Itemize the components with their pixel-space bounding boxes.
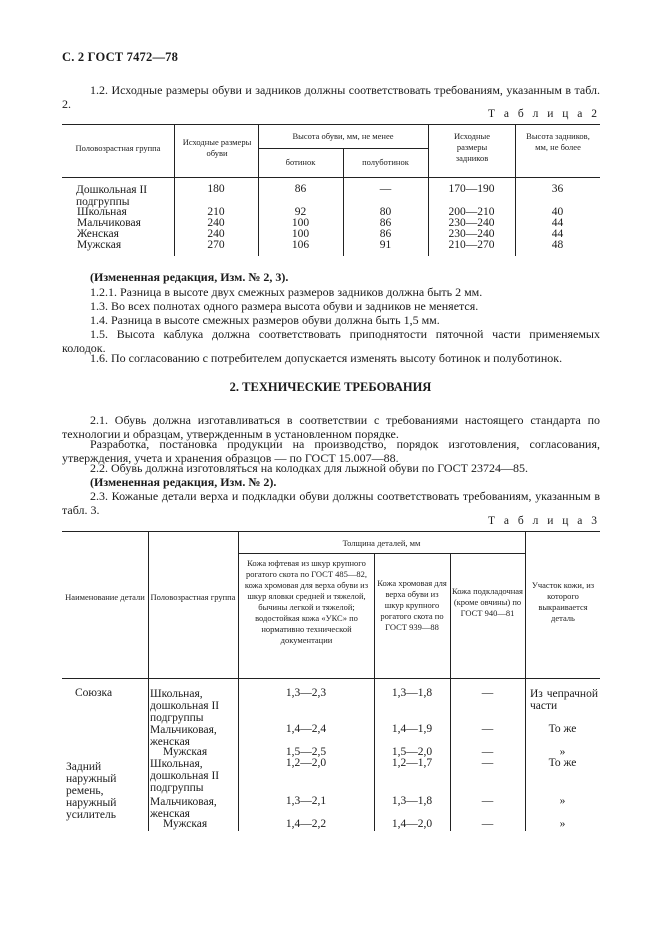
- t2-size: 270: [207, 239, 225, 251]
- t3-yuft: 1,3—2,1: [285, 795, 327, 807]
- t2-heel-sizes: 230—240: [448, 228, 495, 240]
- t3-yuft: 1,5—2,5: [285, 746, 327, 758]
- t2-size: 180: [207, 183, 225, 195]
- t3-area: Из чепрачной части: [530, 688, 598, 712]
- t2-header-group: Половозрастная группа: [75, 143, 161, 153]
- t2-heel-sizes: 230—240: [448, 217, 495, 229]
- t3-chrome: 1,2—1,7: [391, 757, 433, 769]
- para-2-2: 2.2. Обувь должна изготовляться на колодках для лыжной обуви по ГОСТ 23724—85.: [90, 461, 528, 475]
- t3-lining: —: [481, 757, 494, 769]
- changed-note-1: (Измененная редакция, Изм. № 2, 3).: [90, 270, 289, 284]
- t2-heel-height: 44: [551, 228, 564, 240]
- changed-note-2: (Измененная редакция, Изм. № 2).: [90, 475, 277, 489]
- t3-part-name: Задний наружный ремень, наружный усилитель: [66, 761, 117, 821]
- t3-header-area: Участок кожи, из которого выкраивается деталь: [531, 580, 595, 623]
- page-header: С. 2 ГОСТ 7472—78: [62, 50, 179, 64]
- t3-header-yuft: Кожа юфтевая из шкур крупного рогатого скота по ГОСТ 485—82, кожа хромовая для верха обуви из шкур яловки средней и тяжелой, бычины легкой и тяжелой; водостойкая кожа «УКС» по нормативно технической документации: [244, 558, 369, 645]
- t3-lining: —: [481, 795, 494, 807]
- t2-group: Школьная: [77, 206, 127, 218]
- t3-area: »: [559, 818, 566, 830]
- t2-boots: 92: [294, 206, 307, 218]
- t2-group: Женская: [77, 228, 119, 240]
- t2-header-halfboots: полуботинок: [362, 157, 409, 167]
- t3-group: Мужская: [163, 818, 208, 830]
- para-development: Разработка, постановка продукции на производство, порядок изготовления, согласования, утверждения, учета и хранения образцов — по ГОСТ 15.007—88.: [62, 437, 600, 465]
- t3-area: »: [559, 795, 566, 807]
- t3-header-chrome: Кожа хромовая для верха обуви из шкур крупного рогатого скота по ГОСТ 939—88: [377, 578, 447, 632]
- t2-halfboots: 86: [379, 217, 392, 229]
- t3-group: Мальчиковая, женская: [150, 796, 217, 820]
- para-2-1: 2.1. Обувь должна изготавливаться в соответствии с требованиями настоящего стандарта по технологии и образцам, утвержденным в установленном порядке.: [62, 413, 600, 441]
- t2-group: Мальчиковая: [77, 217, 141, 229]
- t3-chrome: 1,4—2,0: [391, 818, 433, 830]
- t2-heel-height: 48: [551, 239, 564, 251]
- t3-group: Школьная, дошкольная II подгруппы: [150, 758, 220, 794]
- t2-heel-height: 36: [551, 183, 564, 195]
- table3-caption: Т а б л и ц а 3: [487, 515, 600, 527]
- para-1-4: 1.4. Разница в высоте смежных размеров обуви должна быть 1,5 мм.: [90, 313, 440, 327]
- t3-header-thickness: Толщина деталей, мм: [342, 538, 421, 548]
- para-1-6: 1.6. По согласованию с потребителем допускается изменять высоту ботинок и полуботинок.: [90, 351, 563, 365]
- t2-halfboots: 86: [379, 228, 392, 240]
- para-2-3: 2.3. Кожаные детали верха и подкладки обуви должны соответствовать требованиям, указанным в табл. 3.: [62, 489, 600, 517]
- t2-group: Мужская: [77, 239, 122, 251]
- t2-boots: 86: [294, 183, 307, 195]
- t2-header-heel-height: Высота задников, мм, не более: [526, 131, 590, 152]
- t2-boots: 100: [291, 217, 310, 229]
- t2-halfboots: —: [379, 183, 392, 195]
- t2-halfboots: 91: [379, 239, 392, 251]
- para-1-2: 1.2. Исходные размеры обуви и задников должны соответствовать требованиям, указанным в табл. 2.: [62, 83, 600, 111]
- t3-part-name: Союзка: [75, 687, 113, 699]
- t2-heel-sizes: 210—270: [448, 239, 495, 251]
- t2-size: 240: [207, 228, 225, 240]
- t3-chrome: 1,5—2,0: [391, 746, 433, 758]
- t3-yuft: 1,4—2,4: [285, 723, 327, 735]
- t2-boots: 100: [291, 228, 310, 240]
- t3-header-name: Наименование детали: [65, 592, 145, 602]
- t2-size: 240: [207, 217, 225, 229]
- t3-group: Школьная, дошкольная II подгруппы: [150, 688, 220, 724]
- t3-lining: —: [481, 746, 494, 758]
- t3-chrome: 1,3—1,8: [391, 687, 433, 699]
- t3-chrome: 1,3—1,8: [391, 795, 433, 807]
- t3-header-group: Половозрастная группа: [150, 592, 236, 602]
- t2-header-shoe-size: Исходные размеры обуви: [182, 137, 252, 158]
- t2-heel-height: 44: [551, 217, 564, 229]
- t2-heel-sizes: 200—210: [448, 206, 495, 218]
- section-title: 2. ТЕХНИЧЕСКИЕ ТРЕБОВАНИЯ: [229, 380, 432, 394]
- t3-group: Мальчиковая, женская: [150, 724, 217, 748]
- t3-lining: —: [481, 687, 494, 699]
- t2-boots: 106: [291, 239, 310, 251]
- para-1-2-1: 1.2.1. Разница в высоте двух смежных размеров задников должна быть 2 мм.: [90, 285, 483, 299]
- t2-heel-sizes: 170—190: [448, 183, 495, 195]
- para-1-3: 1.3. Во всех полнотах одного размера высота обуви и задников не меняется.: [90, 299, 479, 313]
- t3-lining: —: [481, 723, 494, 735]
- t3-area: То же: [548, 757, 577, 769]
- t2-heel-height: 40: [551, 206, 564, 218]
- t3-yuft: 1,4—2,2: [285, 818, 327, 830]
- t3-lining: —: [481, 818, 494, 830]
- t2-size: 210: [207, 206, 225, 218]
- t3-yuft: 1,2—2,0: [285, 757, 327, 769]
- t2-header-height: Высота обуви, мм, не менее: [292, 131, 394, 141]
- t3-header-lining: Кожа подкладочная (кроме овчины) по ГОСТ 940—81: [452, 586, 523, 618]
- t3-chrome: 1,4—1,9: [391, 723, 433, 735]
- t2-group: Дошкольная II подгруппы: [76, 184, 148, 208]
- t3-area: То же: [548, 723, 577, 735]
- t3-area: »: [559, 746, 566, 758]
- para-1-5: 1.5. Высота каблука должна соответствовать приподнятости пяточной части применяемых колодок.: [62, 327, 600, 355]
- t3-yuft: 1,3—2,3: [285, 687, 327, 699]
- t3-group: Мужская: [163, 746, 208, 758]
- table2-caption: Т а б л и ц а 2: [487, 108, 600, 120]
- t2-halfboots: 80: [379, 206, 392, 218]
- t2-header-heel-sizes: Исходные размеры задников: [453, 131, 491, 163]
- t2-header-boots: ботинок: [285, 157, 316, 167]
